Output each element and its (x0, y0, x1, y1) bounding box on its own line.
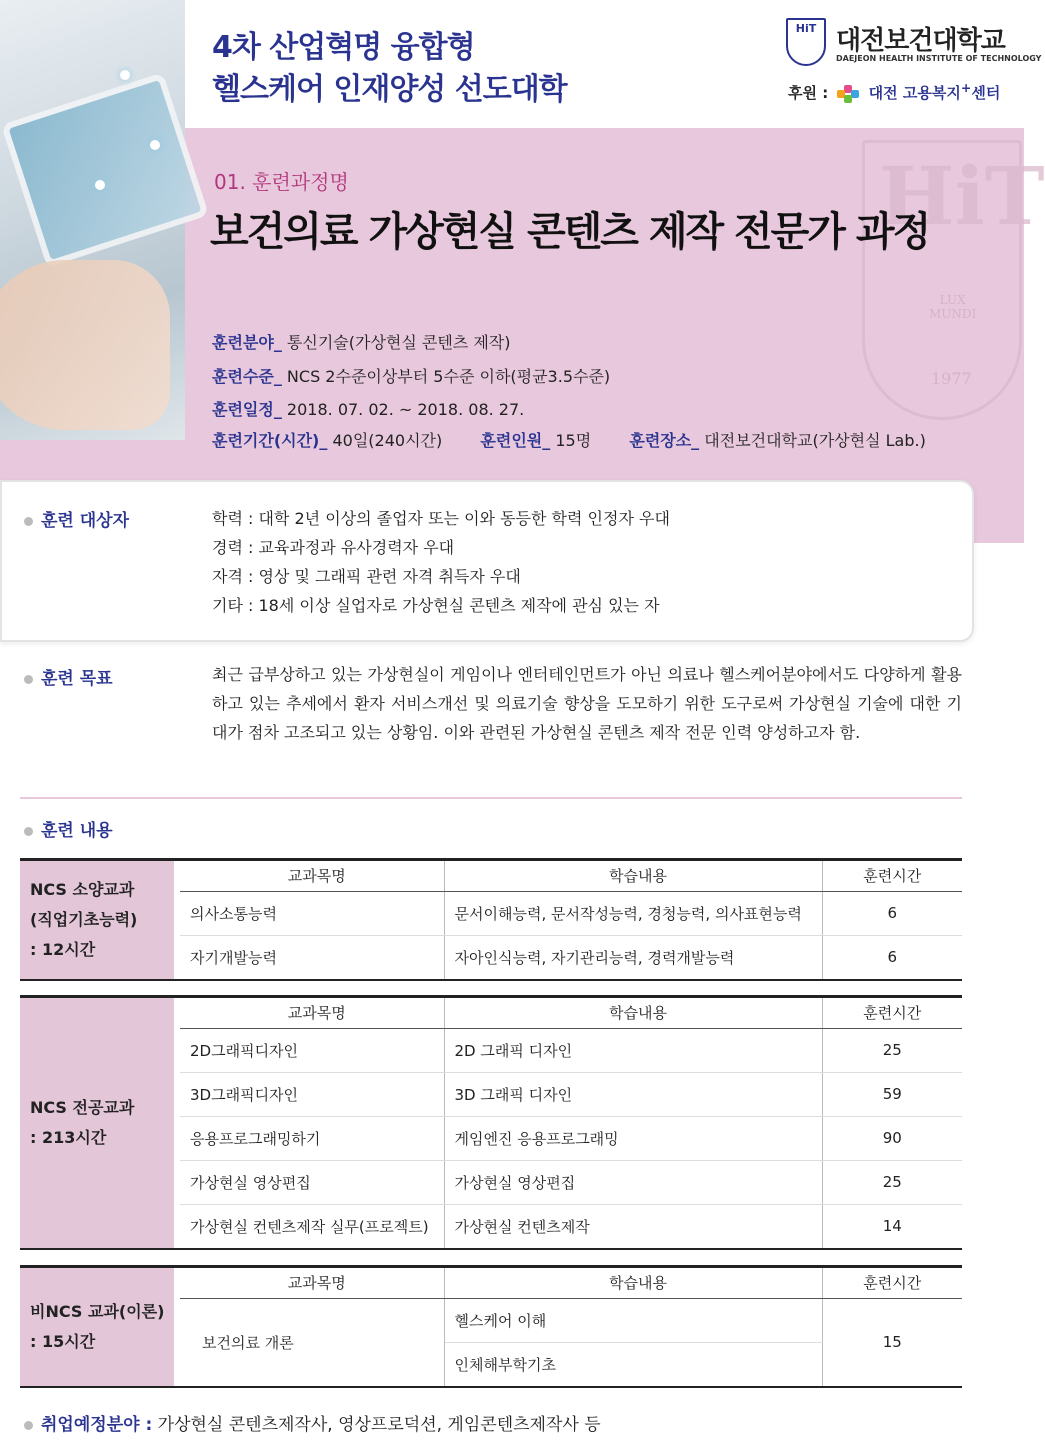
table-category: NCS 전공교과 : 213시간 (20, 998, 174, 1248)
col-hours: 훈련시간 (822, 998, 962, 1028)
university-logo (786, 18, 1042, 68)
bullet-icon (24, 1421, 33, 1430)
table-category: NCS 소양교과 (직업기초능력) : 12시간 (20, 861, 174, 979)
ncs-basic-table (20, 858, 962, 981)
course-title: 보건의료 가상현실 콘텐츠 제작 전문가 과정 (210, 209, 930, 255)
table-category: 비NCS 교과(이론) : 15시간 (20, 1268, 174, 1386)
table-row: 가상현실 영상편집 가상현실 영상편집 25 (20, 1160, 962, 1204)
col-hours: 훈련시간 (822, 861, 962, 891)
course-section-label: 01. 훈련과정명 (214, 170, 349, 194)
info-level: 훈련수준_ NCS 2수준이상부터 5수준 이하(평균3.5수준) (212, 367, 611, 386)
goal-heading: 훈련 목표 (24, 664, 113, 689)
shield-icon: HiT (786, 18, 826, 66)
table-row: 인체해부학기초 (20, 1342, 962, 1386)
university-eng-name: DAEJEON HEALTH INSTITUTE OF TECHNOLOGY (836, 54, 1042, 63)
header-title-line2: 헬스케어 인재양성 선도대학 (212, 72, 567, 107)
network-node-icon (95, 180, 105, 190)
table-row: 3D그래픽디자인 3D 그래픽 디자인 59 (20, 1072, 962, 1116)
header-title-line1: 4차 산업혁명 융합형 (212, 30, 475, 65)
col-hours: 훈련시간 (822, 1268, 962, 1298)
divider (20, 797, 962, 799)
non-ncs-table (20, 1265, 962, 1388)
tablet-graphic (1, 72, 209, 267)
bullet-icon (24, 675, 33, 684)
col-subject: 교과목명 (180, 1268, 444, 1298)
sponsor: 후원 : 대전 고용복지+센터 (788, 80, 1001, 102)
col-content: 학습내용 (444, 998, 822, 1028)
target-line: 학력 : 대학 2년 이상의 졸업자 또는 이와 동등한 학력 인정자 우대 (212, 509, 670, 528)
table-row: 2D그래픽디자인 2D 그래픽 디자인 25 (20, 1028, 962, 1072)
col-subject: 교과목명 (180, 861, 444, 891)
sponsor-label: 후원 : (788, 84, 829, 102)
bullet-icon (24, 827, 33, 836)
network-node-icon (120, 70, 130, 80)
col-content: 학습내용 (444, 1268, 822, 1298)
info-period-people-place: 훈련기간(시간)_ 40일(240시간) 훈련인원_ 15명 훈련장소_ 대전보건대학교(가상현실 Lab.) (212, 431, 926, 450)
hand-graphic (0, 260, 170, 430)
network-node-icon (150, 140, 160, 150)
info-schedule: 훈련일정_ 2018. 07. 02. ~ 2018. 08. 27. (212, 400, 525, 419)
table-row: 보건의료 개론 헬스케어 이해 15 (20, 1298, 962, 1342)
col-subject: 교과목명 (180, 998, 444, 1028)
table-row: 자기개발능력 자아인식능력, 자기관리능력, 경력개발능력 6 (20, 935, 962, 979)
target-box (0, 480, 974, 642)
col-content: 학습내용 (444, 861, 822, 891)
university-name: 대전보건대학교 (836, 26, 1005, 56)
ncs-major-table (20, 995, 962, 1250)
goal-text: 최근 급부상하고 있는 가상현실이 게임이나 엔터테인먼트가 아닌 의료나 헬스케어분야에서도 다양하게 활용하고 있는 추세에서 환자 서비스개선 및 의료기술 향상을 도모하기 위한 도구로써 가상현실 기술에 대한 기대가 점차 고조되고 있는 상황임. 이와 관련된 가상현실 콘텐츠 제작 전문 인력 양성하고자 함. (212, 665, 962, 742)
sponsor-name: 대전 고용복지 (868, 84, 961, 102)
target-line: 자격 : 영상 및 그래픽 관련 자격 취득자 우대 (212, 567, 521, 586)
table-row: 응용프로그래밍하기 게임엔진 응용프로그래밍 90 (20, 1116, 962, 1160)
content-heading: 훈련 내용 (24, 816, 113, 841)
university-crest-watermark: HiT LUX MUNDI 1977 (862, 140, 1022, 420)
target-heading: 훈련 대상자 (24, 506, 129, 531)
info-field: 훈련분야_ 통신기술(가상현실 콘텐츠 제작) (212, 333, 511, 352)
bullet-icon (24, 517, 33, 526)
target-line: 경력 : 교육과정과 유사경력자 우대 (212, 538, 455, 557)
table-row: 의사소통능력 문서이해능력, 문서작성능력, 경청능력, 의사표현능력 6 (20, 891, 962, 935)
target-line: 기타 : 18세 이상 실업자로 가상현실 콘텐츠 제작에 관심 있는 자 (212, 596, 660, 615)
employment-field: 취업예정분야 : 가상현실 콘텐츠제작사, 영상프로덕션, 게임콘텐츠제작사 등 (24, 1410, 601, 1435)
sponsor-logo-icon (837, 85, 859, 103)
table-row: 가상현실 컨텐츠제작 실무(프로젝트) 가상현실 컨텐츠제작 14 (20, 1204, 962, 1248)
hero-image (0, 0, 185, 440)
